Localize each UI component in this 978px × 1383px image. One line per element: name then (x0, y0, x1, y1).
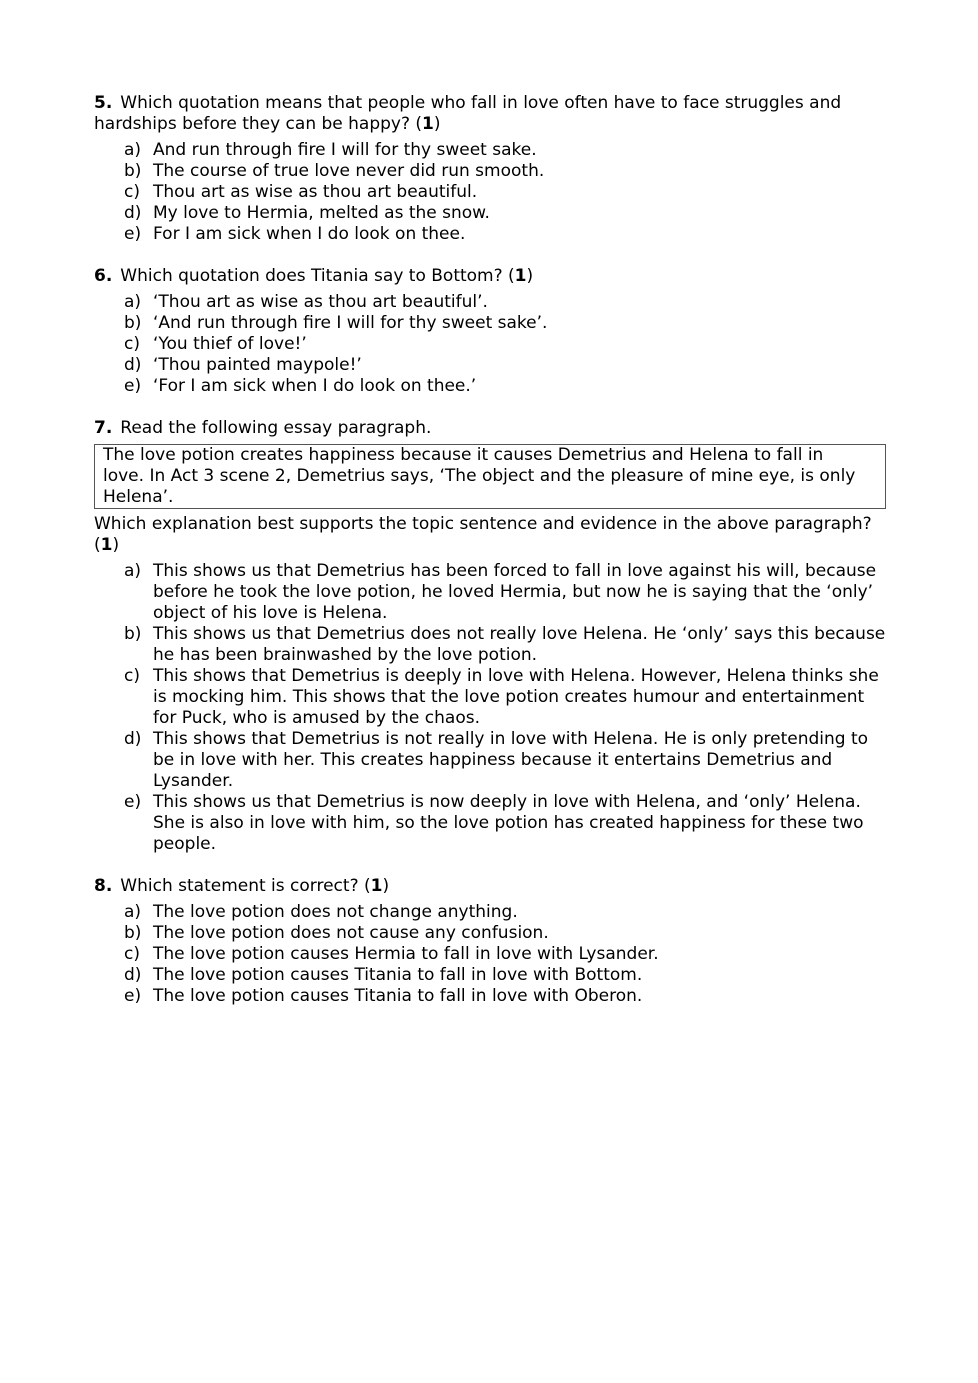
option-text: The love potion causes Titania to fall in love with Oberon. (153, 986, 643, 1006)
option-d (94, 729, 886, 792)
question-7 (94, 418, 886, 855)
option-letter: c) (124, 182, 140, 202)
question-text: Which quotation means that people who fall in love often have to face struggles and hardships before they can be happy? ( (94, 93, 842, 134)
option-text: This shows us that Demetrius is now deeply in love with Helena, and ‘only’ Helena. She is also in love with him, so the love potion has created happiness for these two people. (153, 792, 864, 854)
essay-paragraph-box: The love potion creates happiness because it causes Demetrius and Helena to fall in love. In Act 3 scene 2, Demetrius says, ‘The object and the pleasure of mine eye, is only Helena’. (94, 444, 886, 509)
option-text: This shows that Demetrius is not really in love with Helena. He is only pretending to be in love with her. This creates happiness because it entertains Demetrius and Lysander. (153, 729, 869, 791)
option-text: This shows us that Demetrius has been forced to fall in love against his will, because before he took the love potion, he loved Hermia, but now he is saying that the ‘only’ object of his love is Helena. (153, 561, 877, 623)
option-a (94, 902, 886, 923)
question-stem (94, 93, 886, 135)
option-list (94, 561, 886, 855)
question-stem (94, 514, 886, 556)
option-text: ‘Thou painted maypole!’ (153, 355, 362, 375)
option-letter: e) (124, 376, 142, 396)
option-c (94, 334, 886, 355)
question-text: Which explanation best supports the topic sentence and evidence in the above paragraph? ( (94, 514, 872, 555)
option-letter: a) (124, 902, 142, 922)
option-text: The course of true love never did run smooth. (153, 161, 545, 181)
option-letter: d) (124, 355, 142, 375)
option-text: My love to Hermia, melted as the snow. (153, 203, 490, 223)
mark-value: 1 (370, 876, 383, 896)
option-letter: b) (124, 161, 142, 181)
option-d (94, 203, 886, 224)
option-text: The love potion causes Hermia to fall in love with Lysander. (153, 944, 659, 964)
option-letter: b) (124, 923, 142, 943)
option-e (94, 224, 886, 245)
question-stem (94, 876, 886, 897)
option-text: This shows us that Demetrius does not really love Helena. He ‘only’ says this because he has been brainwashed by the love potion. (153, 624, 886, 665)
option-d (94, 355, 886, 376)
option-letter: d) (124, 729, 142, 749)
option-text: This shows that Demetrius is deeply in love with Helena. However, Helena thinks she is mocking him. This shows that the love potion creates humour and entertainment for Puck, who is amused by the chaos. (153, 666, 879, 728)
question-text: Which statement is correct? ( (120, 876, 371, 896)
option-a (94, 140, 886, 161)
option-letter: b) (124, 624, 142, 644)
question-number: 7. (94, 418, 113, 438)
option-text: For I am sick when I do look on thee. (153, 224, 466, 244)
mark-close: ) (526, 266, 534, 286)
option-text: And run through fire I will for thy sweet sake. (153, 140, 537, 160)
question-8 (94, 876, 886, 1007)
option-c (94, 182, 886, 203)
option-letter: e) (124, 224, 142, 244)
option-text: ‘And run through fire I will for thy sweet sake’. (153, 313, 548, 333)
option-text: The love potion does not change anything. (153, 902, 518, 922)
option-list (94, 902, 886, 1007)
option-letter: c) (124, 944, 140, 964)
option-e (94, 792, 886, 855)
option-letter: c) (124, 666, 140, 686)
option-e (94, 376, 886, 397)
option-c (94, 944, 886, 965)
option-a (94, 561, 886, 624)
mark-close: ) (112, 535, 120, 555)
mark-value: 1 (514, 266, 527, 286)
option-text: The love potion does not cause any confusion. (153, 923, 549, 943)
option-a (94, 292, 886, 313)
mark-close: ) (382, 876, 390, 896)
option-list (94, 292, 886, 397)
mark-value: 1 (422, 114, 434, 134)
option-letter: d) (124, 203, 142, 223)
option-letter: a) (124, 292, 142, 312)
option-letter: e) (124, 986, 142, 1006)
option-letter: a) (124, 140, 142, 160)
option-letter: a) (124, 561, 142, 581)
question-intro-text: Read the following essay paragraph. (120, 418, 432, 438)
question-number: 6. (94, 266, 113, 286)
option-letter: b) (124, 313, 142, 333)
option-c (94, 666, 886, 729)
option-list (94, 140, 886, 245)
question-number: 8. (94, 876, 113, 896)
question-text: Which quotation does Titania say to Bottom? ( (120, 266, 515, 286)
question-stem (94, 266, 886, 287)
option-letter: d) (124, 965, 142, 985)
option-d (94, 965, 886, 986)
question-intro (94, 418, 886, 439)
question-number: 5. (94, 93, 113, 113)
option-text: ‘For I am sick when I do look on thee.’ (153, 376, 477, 396)
option-letter: c) (124, 334, 140, 354)
option-text: ‘You thief of love!’ (153, 334, 307, 354)
option-b (94, 624, 886, 666)
option-text: Thou art as wise as thou art beautiful. (153, 182, 478, 202)
option-b (94, 923, 886, 944)
worksheet-page (94, 93, 886, 1028)
option-text: ‘Thou art as wise as thou art beautiful’. (153, 292, 488, 312)
mark-close: ) (433, 114, 441, 134)
option-e (94, 986, 886, 1007)
question-6 (94, 266, 886, 397)
option-text: The love potion causes Titania to fall in love with Bottom. (153, 965, 643, 985)
option-letter: e) (124, 792, 142, 812)
mark-value: 1 (100, 535, 113, 555)
option-b (94, 161, 886, 182)
question-5 (94, 93, 886, 245)
option-b (94, 313, 886, 334)
